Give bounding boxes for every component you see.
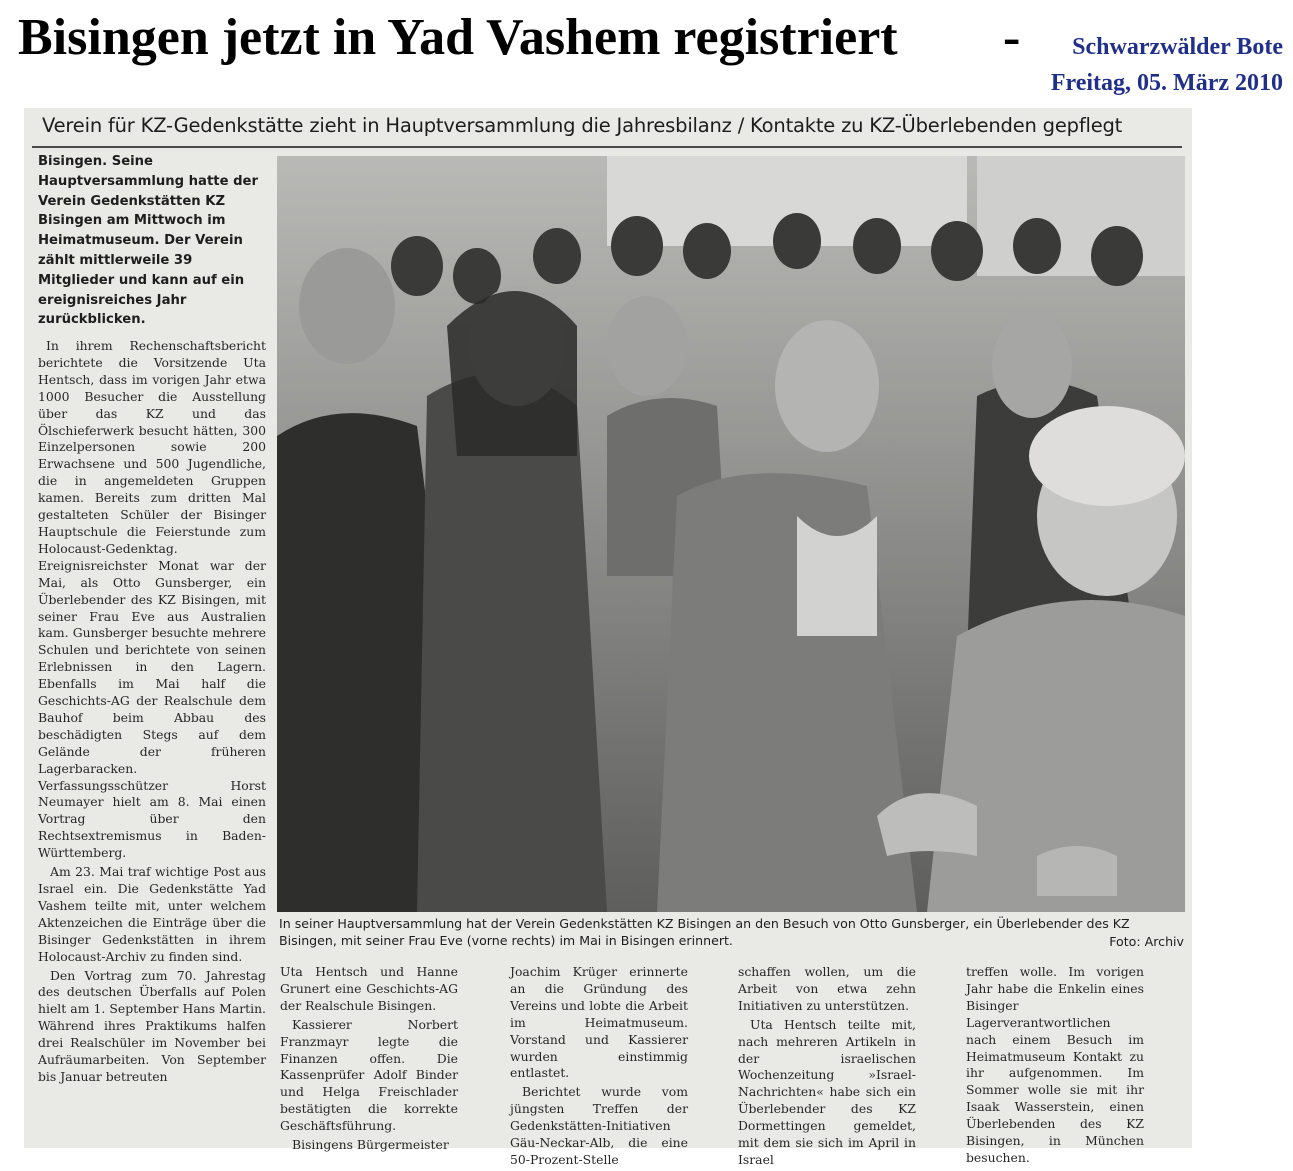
paragraph: Den Vortrag zum 70. Jahrestag des deutschen Überfalls auf Polen hielt am 1. September Hans Martin. Während ihres Praktikums halfen drei Realschüler im November bei Aufräumarbeiten. Von September bis Januar betreuten xyxy=(38,967,266,1084)
column-5 xyxy=(966,964,1144,1169)
newspaper-source: Schwarzwälder Bote xyxy=(1072,34,1283,60)
divider xyxy=(32,146,1182,148)
paragraph: Kassierer Norbert Franzmayr legte die Finanzen offen. Die Kassenprüfer Adolf Binder und Helga Freischlader bestätigten die korrekte Geschäftsführung. xyxy=(280,1016,458,1134)
headline: Bisingen jetzt in Yad Vashem registriert xyxy=(18,9,898,66)
publication-date: Freitag, 05. März 2010 xyxy=(1050,70,1283,96)
paragraph: Uta Hentsch teilte mit, nach mehreren Artikeln in der israelischen Wochenzeitung »Israel-Nachrichten« habe sich ein Überlebender des KZ Dormettingen gemeldet, mit dem sie sich im April in Israel xyxy=(738,1016,916,1167)
article-photo xyxy=(277,156,1185,912)
subheadline: Verein für KZ-Gedenkstätte zieht in Hauptversammlung die Jahresbilanz / Kontakte zu KZ-Überlebenden gepflegt xyxy=(42,114,1123,137)
photo-caption: In seiner Hauptversammlung hat der Verein Gedenkstätten KZ Bisingen an den Besuch von Otto Gunsberger, ein Überlebender des KZ Bisingen, mit seiner Frau Eve (vorne rechts) im Mai in Bisingen erinnert. xyxy=(279,916,1130,948)
photo-illustration xyxy=(277,156,1185,912)
paragraph: Joachim Krüger erinnerte an die Gründung des Vereins und lobte die Arbeit im Heimatmuseum. Vorstand und Kassierer wurden einstimmig entlastet. xyxy=(510,964,688,1081)
paragraph: schaffen wollen, um die Arbeit von etwa zehn Initiativen zu unterstützen. xyxy=(738,964,916,1013)
column-4 xyxy=(738,964,916,1171)
newspaper-clipping xyxy=(24,108,1192,1167)
paragraph: Uta Hentsch und Hanne Grunert eine Geschichts-AG der Realschule Bisingen. xyxy=(280,964,458,1013)
paragraph: treffen wolle. Im vorigen Jahr habe die Enkelin eines Bisinger Lagerverantwortlichen nach einem Besuch im Heimatmuseum Kontakt zu ihr aufgenommen. Im Sommer wolle sie mit ihr Isaak Wasserstein, einen Überlebenden des KZ Bisingen, in München besuchen. xyxy=(966,964,1144,1165)
paragraph: Berichtet wurde vom jüngsten Treffen der Gedenkstätten-Initiativen Gäu-Neckar-Alb, die eine 50-Prozent-Stelle xyxy=(510,1084,688,1167)
column-2 xyxy=(280,964,458,1156)
photo-credit: Foto: Archiv xyxy=(1109,934,1184,949)
left-column xyxy=(38,338,266,1088)
lead-paragraph: Bisingen. Seine Hauptversammlung hatte der Verein Gedenkstätten KZ Bisingen am Mittwoch im Heimatmuseum. Der Verein zählt mittlerweile 39 Mitglieder und kann auf ein ereignisreiches Jahr zurückblicken. xyxy=(38,154,258,328)
paragraph: Am 23. Mai traf wichtige Post aus Israel ein. Die Gedenkstätte Yad Vashem teilte mit, unter welchem Aktenzeichen die Einträge über die Bisinger Gedenkstätten in ihrem Holocaust-Archiv zu finden sind. xyxy=(38,864,266,964)
headline-dash: - xyxy=(1003,9,1021,66)
paragraph: Bisingens Bürgermeister xyxy=(292,1137,449,1153)
paragraph: In ihrem Rechenschaftsbericht berichtete die Vorsitzende Uta Hentsch, dass im vorigen Jahr etwa 1000 Besucher die Ausstellung über das KZ und das Ölschieferwerk besucht hätten, 300 Einzelpersonen sowie 200 Erwachsene und 500 Jugendliche, die in angemeldeten Gruppen kamen. Bereits zum dritten Mal gestalteten Schüler der Bisinger Hauptschule die Feierstunde zum Holocaust-Gedenktag. Ereignisreichster Monat war der Mai, als Otto Gunsberger, ein Überlebender des KZ Bisingen, mit seiner Frau Eve aus Australien kam. Gunsberger besuchte mehrere Schulen und berichtete von seinen Erlebnissen in den Lagern. Ebenfalls im Mai half die Geschichts-AG der Realschule dem Bauhof beim Abbau des beschädigten Stegs auf dem Gelände der früheren Lagerbaracken. Verfassungsschützer Horst Neumayer hielt am 8. Mai einen Vortrag über den Rechtsextremismus in Baden-Württemberg. xyxy=(38,338,266,861)
column-3 xyxy=(510,964,688,1171)
